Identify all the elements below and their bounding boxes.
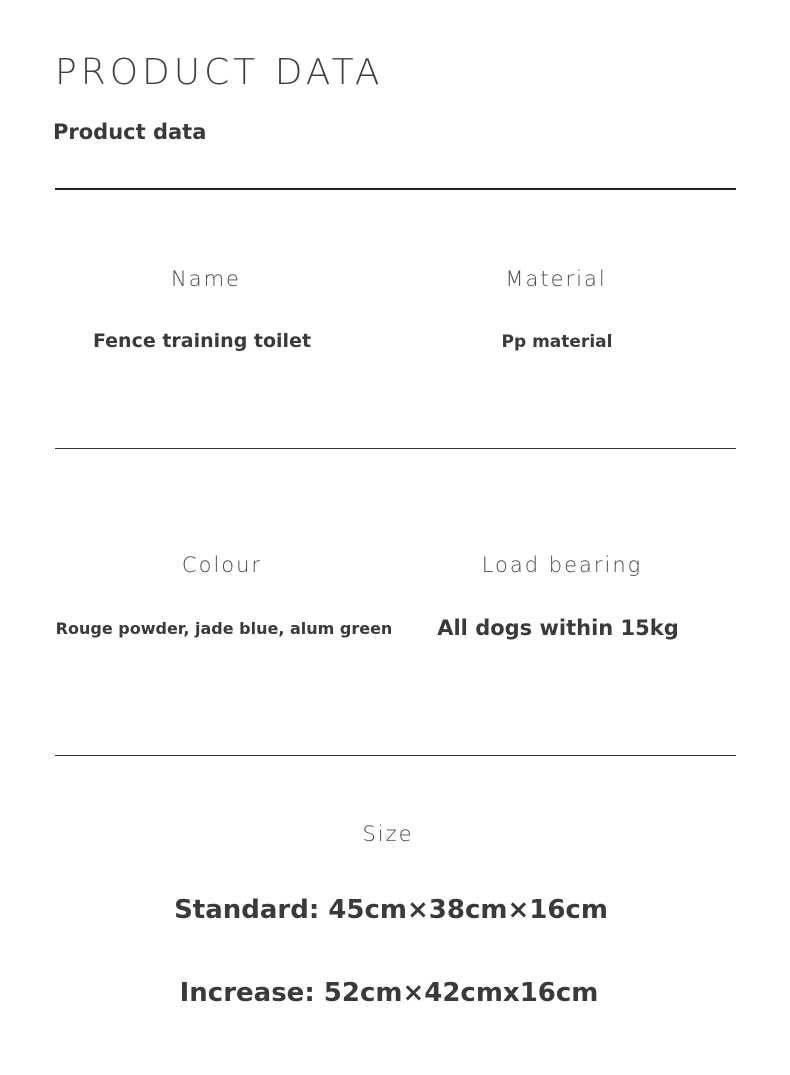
- colour-label: Colour: [181, 553, 263, 577]
- row-divider-2: [55, 755, 736, 756]
- page-title: PRODUCT DATA: [55, 52, 384, 93]
- page-subtitle: Product data: [53, 120, 207, 144]
- material-label: Material: [505, 267, 607, 291]
- colour-value: Rouge powder, jade blue, alum green: [55, 619, 393, 638]
- size-increase-value: Increase: 52cm×42cmx16cm: [179, 978, 599, 1008]
- load-bearing-label: Load bearing: [481, 553, 643, 577]
- name-value: Fence training toilet: [92, 330, 312, 352]
- material-value: Pp material: [501, 332, 613, 352]
- name-label: Name: [171, 267, 241, 291]
- row-divider-1: [55, 448, 736, 449]
- load-bearing-value: All dogs within 15kg: [437, 616, 679, 640]
- size-label: Size: [362, 822, 414, 846]
- size-standard-value: Standard: 45cm×38cm×16cm: [174, 895, 608, 925]
- header-divider: [55, 188, 736, 190]
